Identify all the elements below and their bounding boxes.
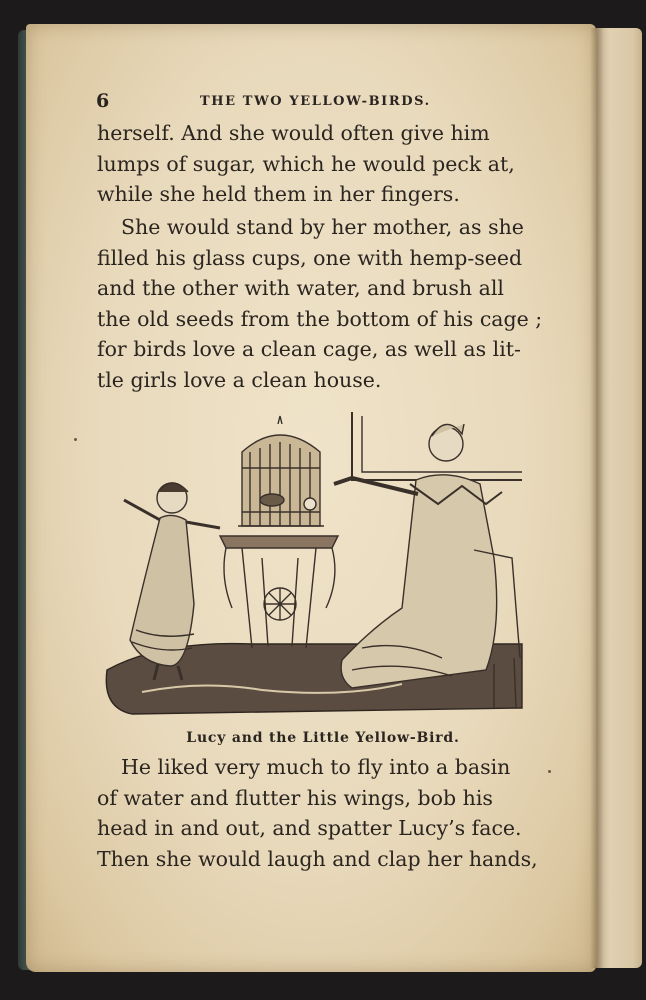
text-line: for birds love a clean cage, as well as lit-	[97, 337, 521, 361]
paper-speck	[74, 438, 77, 441]
gutter-shadow	[590, 28, 604, 968]
paragraph-3	[97, 752, 537, 874]
text-line: head in and out, and spatter Lucy’s face.	[97, 816, 522, 840]
text-line: while she held them in her fingers.	[97, 182, 460, 206]
paragraph-2	[97, 212, 543, 395]
paper-speck	[548, 770, 551, 773]
text-line: He liked very much to fly into a basin	[121, 755, 511, 779]
text-line: She would stand by her mother, as she	[121, 215, 524, 239]
page-header	[96, 90, 536, 114]
paragraph-1	[97, 118, 537, 210]
page-number: 6	[96, 90, 110, 112]
text-line: tle girls love a clean house.	[97, 367, 382, 392]
engraving-illustration	[102, 408, 524, 724]
illustration-caption: Lucy and the Little Yellow-Bird.	[186, 730, 460, 746]
text-line: filled his glass cups, one with hemp-seed	[97, 245, 523, 270]
text-line: lumps of sugar, which he would peck at,	[97, 151, 515, 176]
text-line: herself. And she would often give him	[97, 121, 490, 145]
text-line: the old seeds from the bottom of his cage ;	[97, 306, 543, 331]
running-head: THE TWO YELLOW-BIRDS.	[200, 94, 431, 109]
text-line: Then she would laugh and clap her hands,	[97, 846, 538, 871]
text-line: and the other with water, and brush all	[97, 276, 504, 300]
text-line: of water and flutter his wings, bob his	[97, 785, 493, 810]
